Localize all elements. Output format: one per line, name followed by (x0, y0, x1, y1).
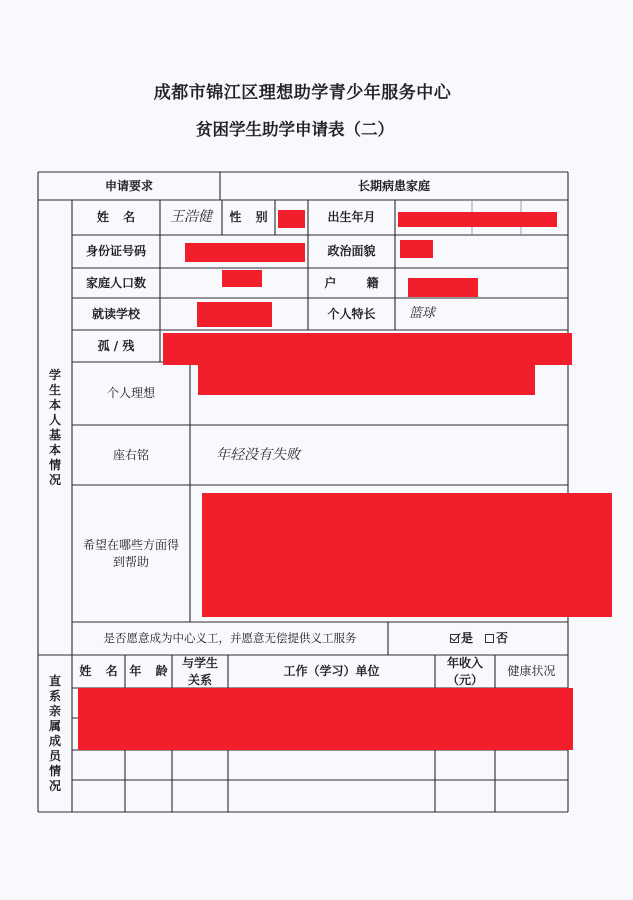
school-label: 就读学校 (91, 306, 140, 321)
name-value: 王浩健 (170, 209, 212, 226)
student-section-label-cell (38, 200, 72, 655)
redaction-orphan-disability (163, 333, 572, 365)
redaction-id-number (185, 243, 305, 262)
family-col-age: 年 龄 (129, 664, 168, 679)
family-col-name: 姓 名 (79, 664, 118, 679)
household-size-label: 家庭人口数 (85, 275, 146, 290)
volunteer-question: 是否愿意成为中心义工，并愿意无偿提供义工服务 (103, 630, 357, 645)
redaction-help-needed (202, 493, 612, 617)
checkbox-yes[interactable] (450, 634, 459, 643)
redaction-political-status (400, 240, 433, 258)
document-title: 成都市锦江区理想助学青少年服务中心 (153, 83, 452, 103)
family-section-label-cell (38, 655, 72, 812)
volunteer-option-no[interactable] (485, 630, 508, 646)
motto-label: 座右铭 (112, 447, 149, 462)
orphan-disability-label: 孤 / 残 (97, 338, 135, 353)
redaction-birth-date (398, 212, 557, 227)
family-col-income: 年收入 （元） (446, 656, 483, 687)
specialty-value: 篮球 (409, 306, 436, 322)
requirement-value: 长期病患家庭 (357, 178, 430, 193)
family-section-label: 直系亲属成员情况 (48, 673, 61, 793)
family-col-health: 健康状况 (507, 664, 556, 679)
checkbox-no[interactable] (485, 634, 494, 643)
motto-value: 年轻没有失败 (216, 446, 300, 463)
volunteer-option-yes[interactable] (450, 630, 473, 646)
id-number-label: 身份证号码 (85, 244, 146, 259)
birth-date-label: 出生年月 (327, 210, 376, 225)
redaction-ideal (198, 365, 535, 395)
specialty-label: 个人特长 (327, 306, 376, 321)
redaction-family-members (78, 688, 573, 750)
hukou-label: 户 籍 (324, 275, 379, 290)
redaction-household-size (222, 270, 262, 287)
volunteer-options (388, 622, 568, 655)
redaction-school (197, 302, 272, 327)
redaction-gender (278, 210, 305, 228)
document-subtitle: 贫困学生助学申请表（二） (196, 120, 394, 139)
gender-label: 性 别 (229, 210, 268, 225)
political-status-label: 政治面貌 (327, 244, 376, 259)
ideal-label: 个人理想 (106, 386, 155, 401)
student-section-label: 学生本人基本情况 (48, 367, 61, 487)
requirement-label: 申请要求 (104, 178, 153, 193)
family-col-relation: 与学生 关系 (181, 656, 218, 687)
option-no-label: 否 (496, 631, 509, 646)
family-col-workplace: 工作（学习）单位 (283, 664, 380, 679)
name-label: 姓 名 (96, 210, 136, 225)
help-needed-label: 希望在哪些方面得 到帮助 (82, 538, 179, 569)
redaction-hukou (408, 278, 478, 297)
option-yes-label: 是 (461, 631, 474, 646)
